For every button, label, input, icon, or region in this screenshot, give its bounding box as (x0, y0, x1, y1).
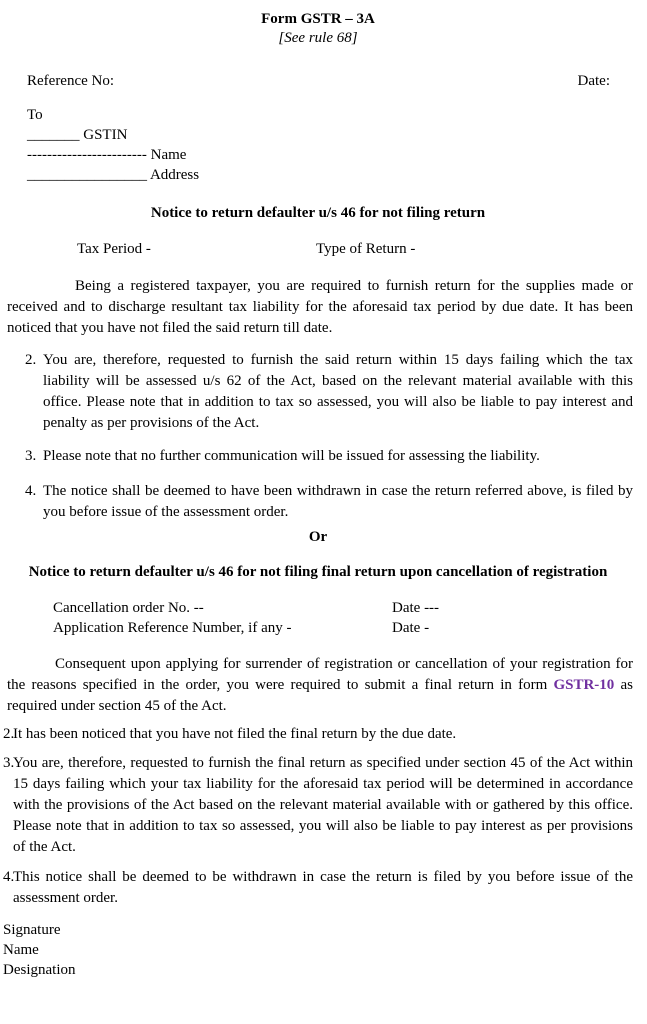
gstin-blank: _______ (27, 127, 84, 143)
address-line (27, 165, 633, 185)
application-reference-date-label: Date - (392, 620, 430, 636)
notice2-item-4-text: This notice shall be deemed to be withdrawn in case the return is filed by you before issue of the assessment order. (13, 869, 633, 906)
notice2-heading: Notice to return defaulter u/s 46 for not filing final return upon cancellation of registration (28, 564, 608, 580)
gstr10-link[interactable]: GSTR-10 (553, 677, 615, 693)
notice2-item-4 (3, 867, 633, 909)
notice2-item-3 (3, 753, 633, 858)
name-line (27, 145, 633, 165)
name-label: Name (150, 147, 187, 163)
notice1-item-4-text: The notice shall be deemed to have been withdrawn in case the return referred above, is filed by you before issue of the assessment order. (43, 483, 633, 520)
notice2-intro-after: as required under section 45 of the Act. (7, 677, 633, 714)
tax-period-label: Tax Period - (77, 241, 151, 257)
notice2-item-3-text: You are, therefore, requested to furnish the final return as specified under section 45 of the Act within 15 days failing which your tax liability for the aforesaid tax period will be determined in accordance with the provisions of the Act based on the relevant material available with or gathered by this office. Please note that in addition to tax so assessed, you will also be liable to pay interest as per provisions of the Act. (13, 755, 633, 855)
cancellation-order-label: Cancellation order No. -- (53, 600, 204, 616)
address-blank: ________________ (27, 167, 150, 183)
cancellation-details-block (3, 598, 633, 638)
notice2-item-4-number: 4. (3, 869, 15, 885)
type-of-return-label: Type of Return - (316, 241, 416, 257)
reference-date-row (27, 71, 633, 92)
notice1-item-3-number: 3. (25, 448, 37, 464)
to-label: To (27, 107, 43, 123)
designation-label: Designation (3, 962, 76, 978)
addressee-block (27, 105, 633, 185)
notice2-intro-before: Consequent upon applying for surrender of registration or cancellation of your registration for the reasons specified in the order, you were required to submit a final return in form (7, 656, 633, 693)
notice2-item-3-number: 3. (3, 755, 15, 771)
cancellation-order-date-label: Date --- (392, 600, 440, 616)
notice1-item-2-number: 2. (25, 352, 37, 368)
notice2-item-2-number: 2. (3, 726, 15, 742)
notice1-intro-paragraph: Being a registered taxpayer, you are required to furnish return for the supplies made or received and to discharge resultant tax liability for the aforesaid tax period by due date. It has been noticed that you have not filed the said return till date. (7, 278, 633, 336)
address-label: Address (149, 167, 200, 183)
notice1-item-4-number: 4. (25, 483, 37, 499)
signature-label: Signature (3, 922, 61, 938)
reference-no-label: Reference No: (27, 73, 115, 89)
cancellation-order-row (3, 598, 633, 618)
notice2-item-2-text: It has been noticed that you have not filed the final return by the due date. (13, 726, 457, 742)
tax-period-row (3, 239, 633, 260)
notice1-item-4 (3, 481, 633, 523)
notice2-item-2 (3, 724, 633, 745)
form-rule-subtitle: [See rule 68] (278, 30, 358, 46)
name-blank: ------------------------ (27, 147, 151, 163)
signature-block (3, 920, 633, 980)
notice1-heading: Notice to return defaulter u/s 46 for not filing return (150, 205, 486, 221)
notice1-item-3 (3, 446, 633, 467)
application-reference-row (3, 618, 633, 638)
notice2-intro-paragraph (7, 654, 633, 717)
signatory-name-label: Name (3, 942, 39, 958)
notice1-item-2-text: You are, therefore, requested to furnish the said return within 15 days failing which the tax liability will be assessed u/s 62 of the Act, based on the relevant material available with this office. Please note that in addition to tax so assessed, you will also be liable to pay interest and penalty as per provisions of the Act. (43, 352, 633, 431)
notice1-item-3-text: Please note that no further communication will be issued for assessing the liability. (43, 448, 540, 464)
notice1-item-2 (3, 350, 633, 434)
or-separator: Or (308, 529, 328, 545)
gstin-line (27, 125, 633, 145)
gstin-label: GSTIN (83, 127, 128, 143)
form-title: Form GSTR – 3A (261, 11, 375, 27)
application-reference-label: Application Reference Number, if any - (53, 620, 292, 636)
date-label: Date: (577, 73, 610, 89)
